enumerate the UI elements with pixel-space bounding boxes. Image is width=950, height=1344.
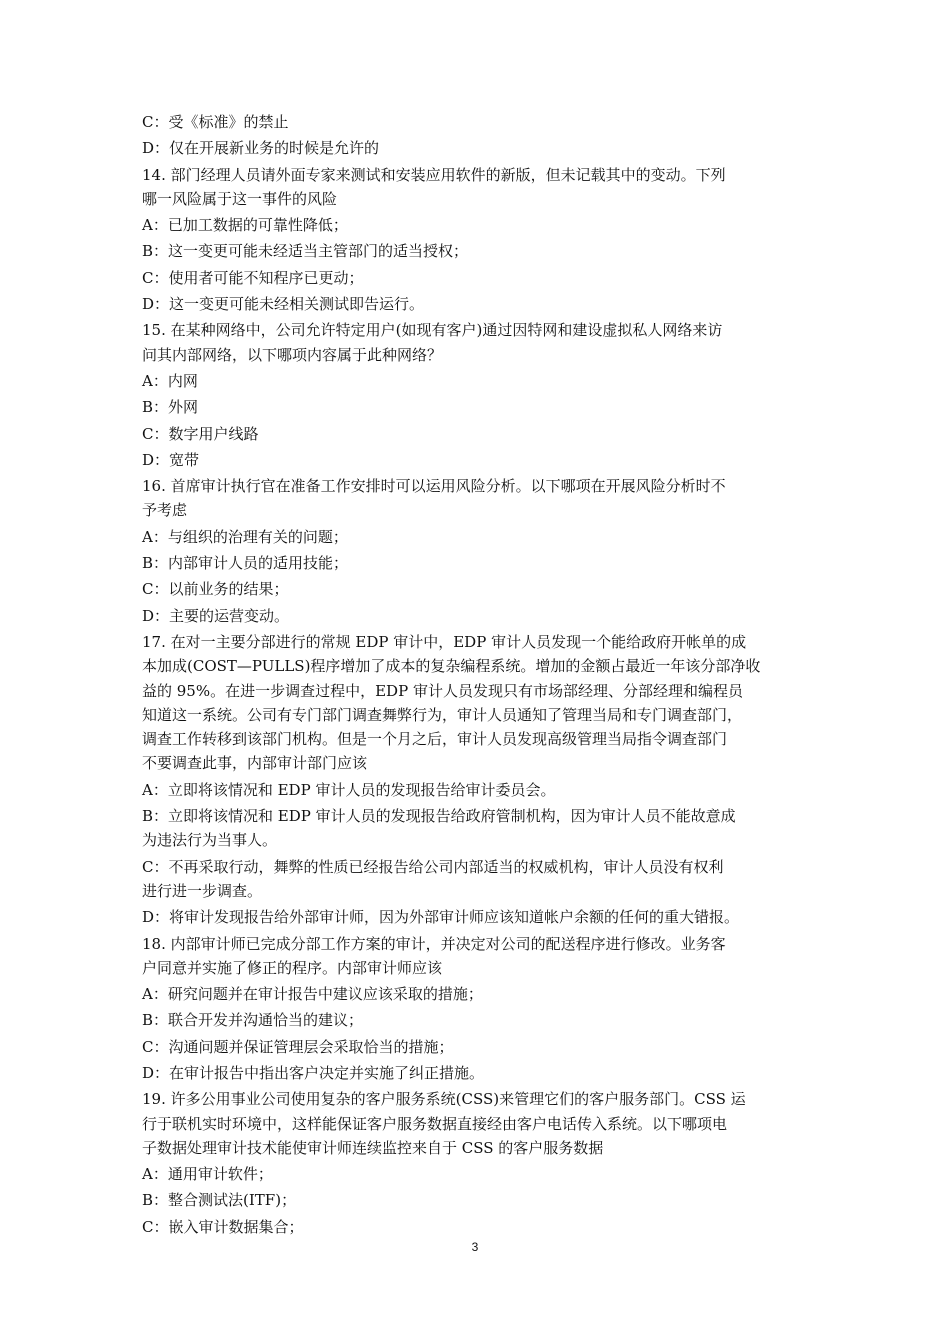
- question: [142, 630, 814, 776]
- text-line: C：沟通问题并保证管理层会采取恰当的措施；: [142, 1037, 454, 1056]
- text-line: C：使用者可能不知程序已更动；: [142, 268, 364, 287]
- text-line: A：立即将该情况和 EDP 审计人员的发现报告给审计委员会。: [142, 780, 556, 799]
- answer-option: [142, 292, 814, 316]
- text-line: B：内部审计人员的适用技能；: [142, 554, 349, 573]
- answer-option: [142, 577, 814, 601]
- text-line: C：嵌入审计数据集合；: [142, 1217, 304, 1236]
- text-line: A：通用审计软件；: [142, 1165, 273, 1184]
- text-line: B：外网: [142, 398, 199, 417]
- text-line: 17. 在对一主要分部进行的常规 EDP 审计中，EDP 审计人员发现一个能给政府开帐单的成: [142, 632, 747, 651]
- answer-option: [142, 778, 814, 802]
- text-line: 18. 内部审计师已完成分部工作方案的审计，并决定对公司的配送程序进行修改。业务客: [142, 934, 726, 953]
- text-line: B：立即将该情况和 EDP 审计人员的发现报告给政府管制机构，因为审计人员不能故意成: [142, 807, 736, 826]
- answer-option: [142, 604, 814, 628]
- text-line: B：整合测试法(ITF)；: [142, 1191, 297, 1210]
- text-line: 不要调查此事，内部审计部门应该: [142, 754, 368, 773]
- answer-option: [142, 1188, 814, 1212]
- text-line: 户同意并实施了修正的程序。内部审计师应该: [142, 958, 443, 977]
- text-line: 知道这一系统。公司有专门部门调查舞弊行为，审计人员通知了管理当局和专门调查部门，: [142, 705, 743, 724]
- text-line: 进行进一步调查。: [142, 881, 263, 900]
- answer-option: [142, 422, 814, 446]
- answer-option: [142, 266, 814, 290]
- text-line: 予考虑: [142, 501, 188, 520]
- question: [142, 474, 814, 523]
- text-line: 问其内部网络，以下哪项内容属于此种网络？: [142, 345, 443, 364]
- text-line: 为违法行为当事人。: [142, 831, 278, 850]
- answer-option: [142, 369, 814, 393]
- answer-option: [142, 855, 814, 904]
- answer-option: [142, 905, 814, 929]
- text-line: 子数据处理审计技术能使审计师连续监控来自于 CSS 的客户服务数据: [142, 1138, 604, 1157]
- text-line: D：这一变更可能未经相关测试即告运行。: [142, 295, 425, 314]
- answer-option: [142, 239, 814, 263]
- answer-option: [142, 982, 814, 1006]
- text-line: A：已加工数据的可靠性降低；: [142, 216, 348, 235]
- text-line: C：受《标准》的禁止: [142, 113, 289, 131]
- text-line: D：宽带: [142, 450, 200, 469]
- text-line: C：以前业务的结果；: [142, 580, 289, 599]
- text-line: D：将审计发现报告给外部审计师，因为外部审计师应该知道帐户余额的任何的重大错报。: [142, 908, 740, 927]
- answer-option: [142, 1008, 814, 1032]
- text-line: A：与组织的治理有关的问题；: [142, 527, 348, 546]
- text-line: 14. 部门经理人员请外面专家来测试和安装应用软件的新版，但未记载其中的变动。下列: [142, 165, 726, 184]
- question: [142, 318, 814, 367]
- text-line: 调查工作转移到该部门机构。但是一个月之后，审计人员发现高级管理当局指令调查部门: [142, 730, 728, 749]
- text-line: 哪一风险属于这一事件的风险: [142, 189, 338, 208]
- question: [142, 932, 814, 981]
- text-line: C：数字用户线路: [142, 424, 259, 443]
- text-line: C：不再采取行动，舞弊的性质已经报告给公司内部适当的权威机构，审计人员没有权利: [142, 857, 724, 876]
- text-line: 16. 首席审计执行官在准备工作安排时可以运用风险分析。以下哪项在开展风险分析时不: [142, 477, 726, 496]
- answer-option: [142, 551, 814, 575]
- question: [142, 1087, 814, 1160]
- text-line: D：在审计报告中指出客户决定并实施了纠正措施。: [142, 1063, 485, 1082]
- answer-option: [142, 1162, 814, 1186]
- page-number: 3: [471, 1240, 479, 1254]
- answer-option: [142, 1035, 814, 1059]
- text-line: 本加成(COST—PULLS)程序增加了成本的复杂编程系统。增加的金额占最近一年该分部净收: [142, 657, 761, 676]
- answer-option: [142, 525, 814, 549]
- text-line: B：这一变更可能未经适当主管部门的适当授权；: [142, 242, 469, 261]
- answer-option: [142, 1215, 814, 1239]
- answer-option: [142, 395, 814, 419]
- answer-option: [142, 110, 814, 134]
- text-line: D：主要的运营变动。: [142, 606, 290, 625]
- document-body: [142, 108, 814, 1239]
- answer-option: [142, 136, 814, 160]
- question: [142, 163, 814, 212]
- text-line: 益的 95%。在进一步调查过程中，EDP 审计人员发现只有市场部经理、分部经理和编程员: [142, 681, 743, 700]
- answer-option: [142, 448, 814, 472]
- text-line: A：内网: [142, 371, 198, 390]
- answer-option: [142, 213, 814, 237]
- text-line: 19. 许多公用事业公司使用复杂的客户服务系统(CSS)来管理它们的客户服务部门。CSS 运: [142, 1090, 746, 1109]
- text-line: 15. 在某种网络中，公司允许特定用户(如现有客户)通过因特网和建设虚拟私人网络来访: [142, 321, 723, 340]
- text-line: D：仅在开展新业务的时候是允许的: [142, 139, 380, 158]
- text-line: A：研究问题并在审计报告中建议应该采取的措施；: [142, 985, 483, 1004]
- answer-option: [142, 804, 814, 853]
- text-line: B：联合开发并沟通恰当的建议；: [142, 1011, 364, 1030]
- text-line: 行于联机实时环境中，这样能保证客户服务数据直接经由客户电话传入系统。以下哪项电: [142, 1114, 728, 1133]
- answer-option: [142, 1061, 814, 1085]
